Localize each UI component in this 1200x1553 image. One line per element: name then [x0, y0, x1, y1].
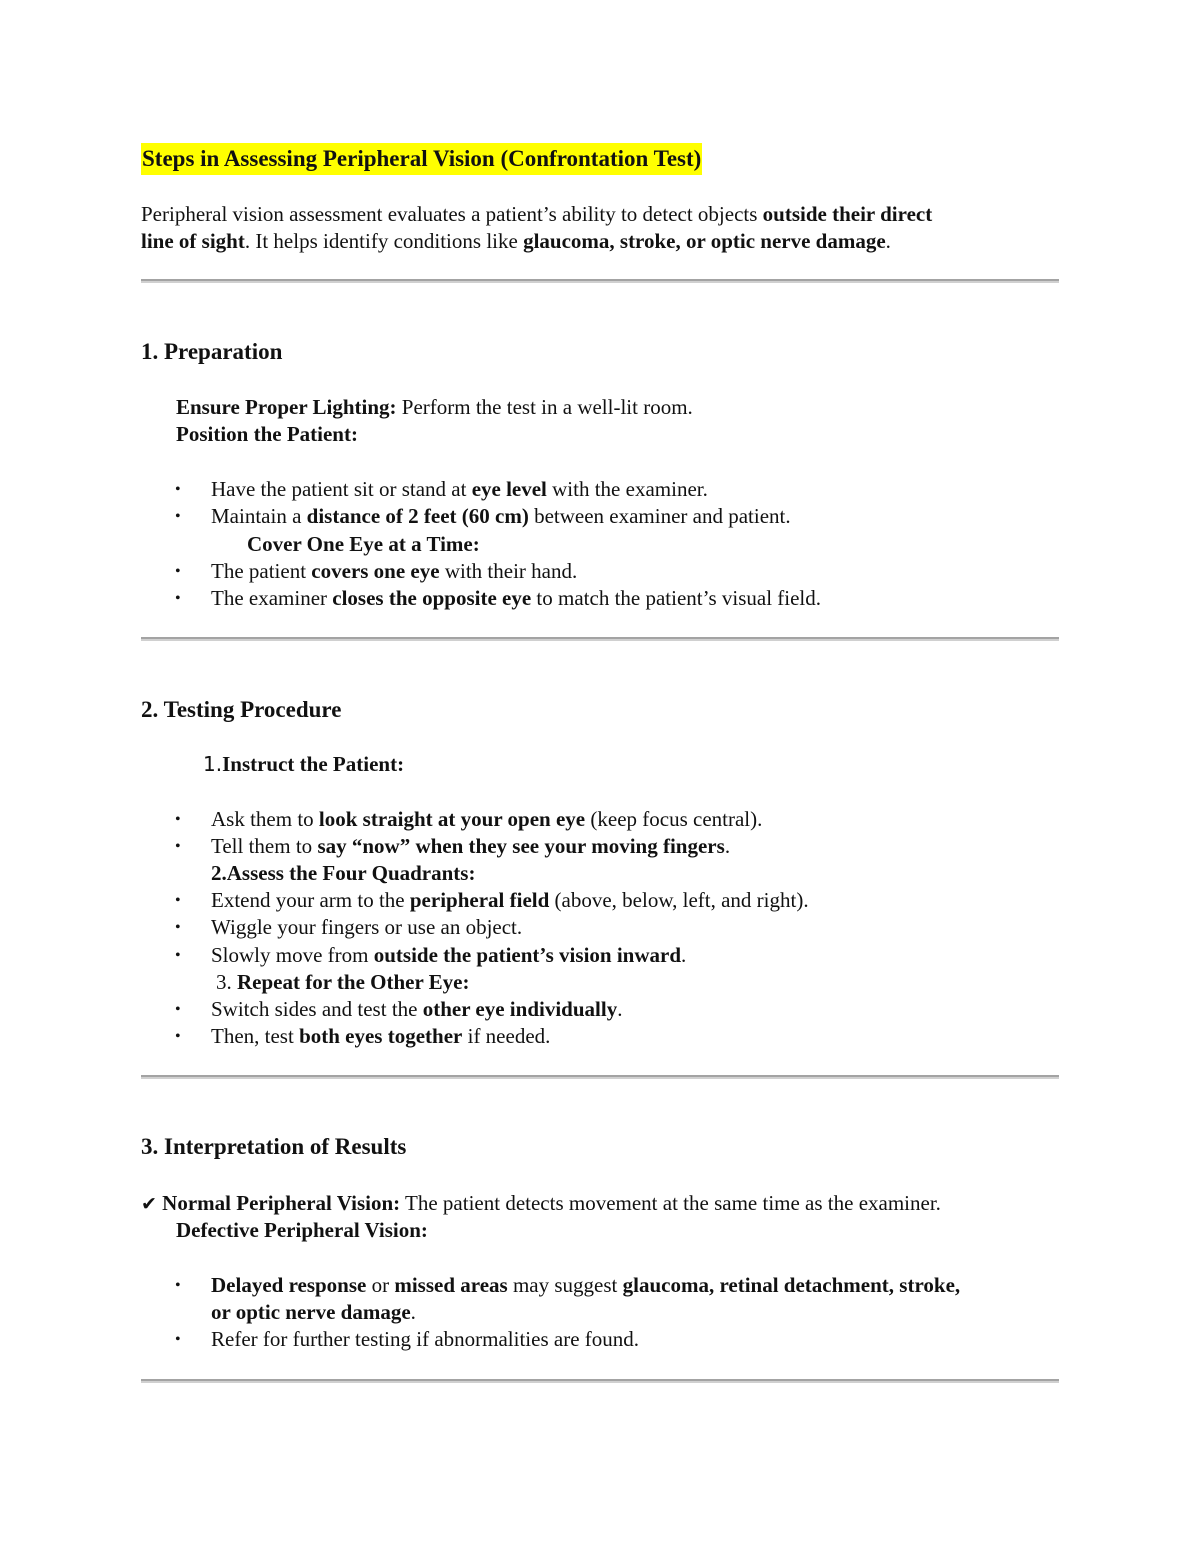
list-item: Extend your arm to the peripheral field (above, below, left, and right). [211, 888, 809, 912]
list-item: The patient covers one eye with their hand. [211, 559, 578, 583]
bullet-icon: • [175, 1277, 181, 1294]
normal-vision-line: ✔ Normal Peripheral Vision: The patient detects movement at the same time as the examiner. [141, 1191, 941, 1215]
list-item: Then, test both eyes together if needed. [211, 1024, 551, 1048]
bullet-icon: • [175, 919, 181, 936]
list-item: Refer for further testing if abnormalities are found. [211, 1327, 640, 1351]
lighting-instruction: Ensure Proper Lighting: Perform the test in a well-lit room. [176, 395, 693, 419]
step-instruct-label: 1.Instruct the Patient: [203, 752, 405, 776]
divider [141, 279, 1059, 283]
list-item: Slowly move from outside the patient’s vision inward. [211, 943, 687, 967]
step-repeat-label: 3. Repeat for the Other Eye: [216, 970, 470, 994]
page-title: Steps in Assessing Peripheral Vision (Confrontation Test) [141, 143, 702, 175]
section-heading-preparation: 1. Preparation [141, 339, 283, 364]
list-item: Maintain a distance of 2 feet (60 cm) between examiner and patient. [211, 504, 791, 528]
list-item: Ask them to look straight at your open eye (keep focus central). [211, 807, 763, 831]
list-item: Delayed response or missed areas may suggest glaucoma, retinal detachment, stroke, [211, 1273, 961, 1297]
divider [141, 1379, 1059, 1383]
list-item: Wiggle your fingers or use an object. [211, 915, 523, 939]
section-heading-testing: 2. Testing Procedure [141, 697, 342, 722]
divider [141, 1075, 1059, 1079]
intro-line-1: Peripheral vision assessment evaluates a patient’s ability to detect objects outside their direct [141, 202, 933, 226]
bullet-icon: • [175, 1001, 181, 1018]
bullet-icon: • [175, 563, 181, 580]
bullet-icon: • [175, 1331, 181, 1348]
defective-vision-label: Defective Peripheral Vision: [176, 1218, 428, 1242]
cover-eye-label: Cover One Eye at a Time: [247, 532, 480, 556]
section-heading-interpretation: 3. Interpretation of Results [141, 1134, 407, 1159]
bullet-icon: • [175, 892, 181, 909]
bullet-icon: • [175, 481, 181, 498]
list-item: Switch sides and test the other eye individually. [211, 997, 623, 1021]
position-label: Position the Patient: [176, 422, 358, 446]
divider [141, 637, 1059, 641]
bullet-icon: • [175, 838, 181, 855]
intro-line-2: line of sight. It helps identify conditions like glaucoma, stroke, or optic nerve damage. [141, 229, 891, 253]
list-item: The examiner closes the opposite eye to match the patient’s visual field. [211, 586, 822, 610]
list-item: Tell them to say “now” when they see your moving fingers. [211, 834, 731, 858]
checkmark-icon: ✔ [141, 1193, 157, 1215]
bullet-icon: • [175, 947, 181, 964]
bullet-icon: • [175, 811, 181, 828]
step-assess-label: 2.Assess the Four Quadrants: [211, 861, 476, 885]
list-item: Have the patient sit or stand at eye level with the examiner. [211, 477, 708, 501]
bullet-icon: • [175, 1028, 181, 1045]
list-item-continuation: or optic nerve damage. [211, 1300, 416, 1324]
bullet-icon: • [175, 508, 181, 525]
bullet-icon: • [175, 590, 181, 607]
